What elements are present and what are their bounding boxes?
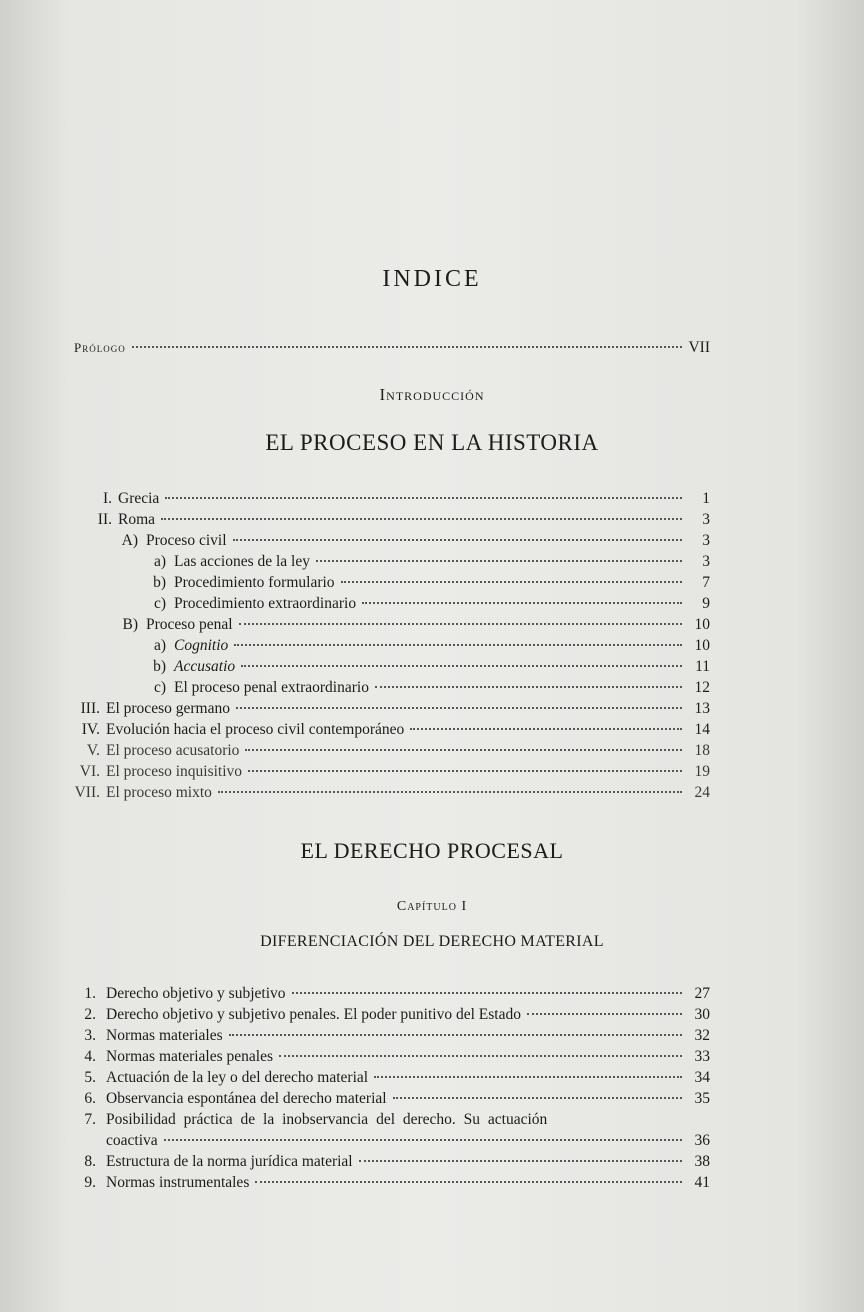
toc-label: Derecho objetivo y subjetivo penales. El poder punitivo del Estado	[106, 1006, 521, 1023]
toc-page: 7	[702, 574, 710, 591]
toc-page: 33	[694, 1048, 710, 1065]
toc-number: 9.	[84, 1174, 96, 1191]
toc-label: Procedimiento formulario	[174, 574, 335, 591]
toc-entry	[146, 573, 710, 593]
toc-page: 32	[694, 1027, 710, 1044]
toc-label: Posibilidad práctica de la inobservancia del derecho. Su actuación	[106, 1111, 548, 1128]
toc-number: c)	[153, 679, 166, 696]
toc-entry	[72, 489, 710, 509]
toc-number: IV.	[81, 721, 100, 738]
toc-label: Evolución hacia el proceso civil contemporáneo	[106, 721, 405, 738]
toc-entry-prologo	[74, 338, 710, 358]
toc-entry	[146, 636, 710, 656]
dot-leader	[248, 770, 682, 772]
dot-leader	[164, 1139, 682, 1141]
toc-page: 24	[694, 784, 710, 801]
toc-page: 3	[702, 553, 710, 570]
toc-entry	[114, 531, 710, 551]
toc-label: El proceso mixto	[106, 784, 212, 801]
toc-page: 10	[694, 616, 710, 633]
dot-leader	[245, 749, 682, 751]
dot-leader	[393, 1097, 682, 1099]
toc-number: b)	[153, 574, 166, 591]
toc-label: El proceso inquisitivo	[106, 763, 243, 780]
toc-page: 9	[702, 595, 710, 612]
toc-page: 38	[694, 1153, 710, 1170]
toc-label: Observancia espontánea del derecho material	[106, 1090, 387, 1107]
toc-page: 41	[694, 1174, 710, 1191]
toc-number: 2.	[84, 1006, 96, 1023]
dot-leader	[161, 518, 682, 520]
toc-page: 10	[694, 637, 710, 654]
dot-leader	[132, 346, 682, 348]
toc-page: 34	[694, 1069, 710, 1086]
toc-label: Procedimiento extraordinario	[174, 595, 357, 612]
toc-page: 19	[694, 763, 710, 780]
toc-page: VII	[688, 339, 710, 356]
toc-label: Proceso penal	[146, 616, 233, 633]
toc-number: a)	[153, 637, 166, 654]
toc-number: c)	[153, 595, 166, 612]
toc-page: 27	[694, 985, 710, 1002]
dot-leader	[527, 1013, 682, 1015]
toc-number: B)	[122, 616, 138, 633]
dot-leader	[362, 602, 682, 604]
dot-leader	[374, 1076, 682, 1078]
toc-number: 8.	[84, 1153, 96, 1170]
toc-number: 1.	[84, 985, 96, 1002]
part-title-history: EL PROCESO EN LA HISTORIA	[265, 430, 599, 455]
toc-entry	[80, 1173, 710, 1193]
toc-number: b)	[153, 658, 166, 675]
toc-label: El proceso acusatorio	[106, 742, 240, 759]
chapter-label: Capítulo I	[396, 899, 468, 914]
toc-entry	[80, 1152, 710, 1172]
toc-entry	[72, 699, 710, 719]
toc-page: 13	[694, 700, 710, 717]
dot-leader	[165, 497, 682, 499]
toc-label: Normas instrumentales	[106, 1174, 250, 1191]
toc-entry	[80, 1047, 710, 1067]
toc-page: 1	[702, 490, 710, 507]
toc-page: 14	[694, 721, 710, 738]
dot-leader	[359, 1160, 682, 1162]
toc-label: El proceso penal extraordinario	[174, 679, 369, 696]
toc-page: 3	[702, 532, 710, 549]
dot-leader	[236, 707, 682, 709]
page-title: INDICE	[382, 266, 482, 292]
toc-label: Derecho objetivo y subjetivo	[106, 985, 286, 1002]
toc-number: V.	[86, 742, 100, 759]
toc-entry	[146, 678, 710, 698]
toc-number: a)	[153, 553, 166, 570]
toc-label: Normas materiales penales	[106, 1048, 273, 1065]
toc-page: 36	[694, 1132, 710, 1149]
dot-leader	[241, 665, 682, 667]
toc-entry	[80, 1089, 710, 1109]
toc-label: Estructura de la norma jurídica material	[106, 1153, 353, 1170]
toc-entry	[80, 1110, 710, 1130]
toc-label: Actuación de la ley o del derecho material	[106, 1069, 369, 1086]
toc-label: Grecia	[118, 490, 160, 507]
toc-page: 12	[694, 679, 710, 696]
toc-entry	[72, 510, 710, 530]
toc-number: VII.	[74, 784, 100, 801]
chapter-title: DIFERENCIACIÓN DEL DERECHO MATERIAL	[260, 933, 604, 950]
part-title-procesal: EL DERECHO PROCESAL	[300, 838, 564, 863]
toc-number: 6.	[84, 1090, 96, 1107]
toc-entry	[72, 762, 710, 782]
toc-entry-continuation	[80, 1131, 710, 1151]
toc-number: III.	[80, 700, 100, 717]
dot-leader	[239, 623, 682, 625]
toc-entry	[146, 594, 710, 614]
toc-entry	[80, 1026, 710, 1046]
toc-label: coactiva	[106, 1132, 158, 1149]
introduction-label: Introducción	[379, 385, 485, 404]
toc-number: A)	[121, 532, 138, 549]
toc-entry	[72, 720, 710, 740]
dot-leader	[375, 686, 682, 688]
toc-number: II.	[97, 511, 112, 528]
toc-label: Normas materiales	[106, 1027, 223, 1044]
dot-leader	[218, 791, 682, 793]
dot-leader	[255, 1181, 682, 1183]
toc-entry	[146, 552, 710, 572]
toc-page: 18	[694, 742, 710, 759]
toc-number: 5.	[84, 1069, 96, 1086]
toc-label: Prólogo	[74, 340, 126, 355]
toc-number: VI.	[79, 763, 100, 780]
toc-label: Cognitio	[174, 637, 229, 654]
toc-number: 7.	[84, 1111, 96, 1128]
dot-leader	[410, 728, 682, 730]
dot-leader	[341, 581, 682, 583]
toc-entry	[72, 741, 710, 761]
dot-leader	[234, 644, 682, 646]
toc-label: Proceso civil	[146, 532, 227, 549]
toc-number: I.	[102, 490, 112, 507]
toc-entry	[146, 657, 710, 677]
toc-page: 11	[695, 658, 710, 675]
toc-entry	[114, 615, 710, 635]
toc-number: 3.	[84, 1027, 96, 1044]
toc-label: Las acciones de la ley	[174, 553, 310, 570]
toc-entry	[80, 1005, 710, 1025]
toc-label: Accusatio	[174, 658, 236, 675]
dot-leader	[233, 539, 683, 541]
toc-page: 3	[702, 511, 710, 528]
dot-leader	[316, 560, 682, 562]
toc-page: 35	[694, 1090, 710, 1107]
toc-label: El proceso germano	[106, 700, 230, 717]
dot-leader	[229, 1034, 682, 1036]
toc-page: 30	[694, 1006, 710, 1023]
toc-label: Roma	[118, 511, 156, 528]
toc-entry	[80, 984, 710, 1004]
dot-leader	[292, 992, 683, 994]
toc-number: 4.	[84, 1048, 96, 1065]
toc-entry	[80, 1068, 710, 1088]
dot-leader	[279, 1055, 682, 1057]
toc-entry	[72, 783, 710, 803]
